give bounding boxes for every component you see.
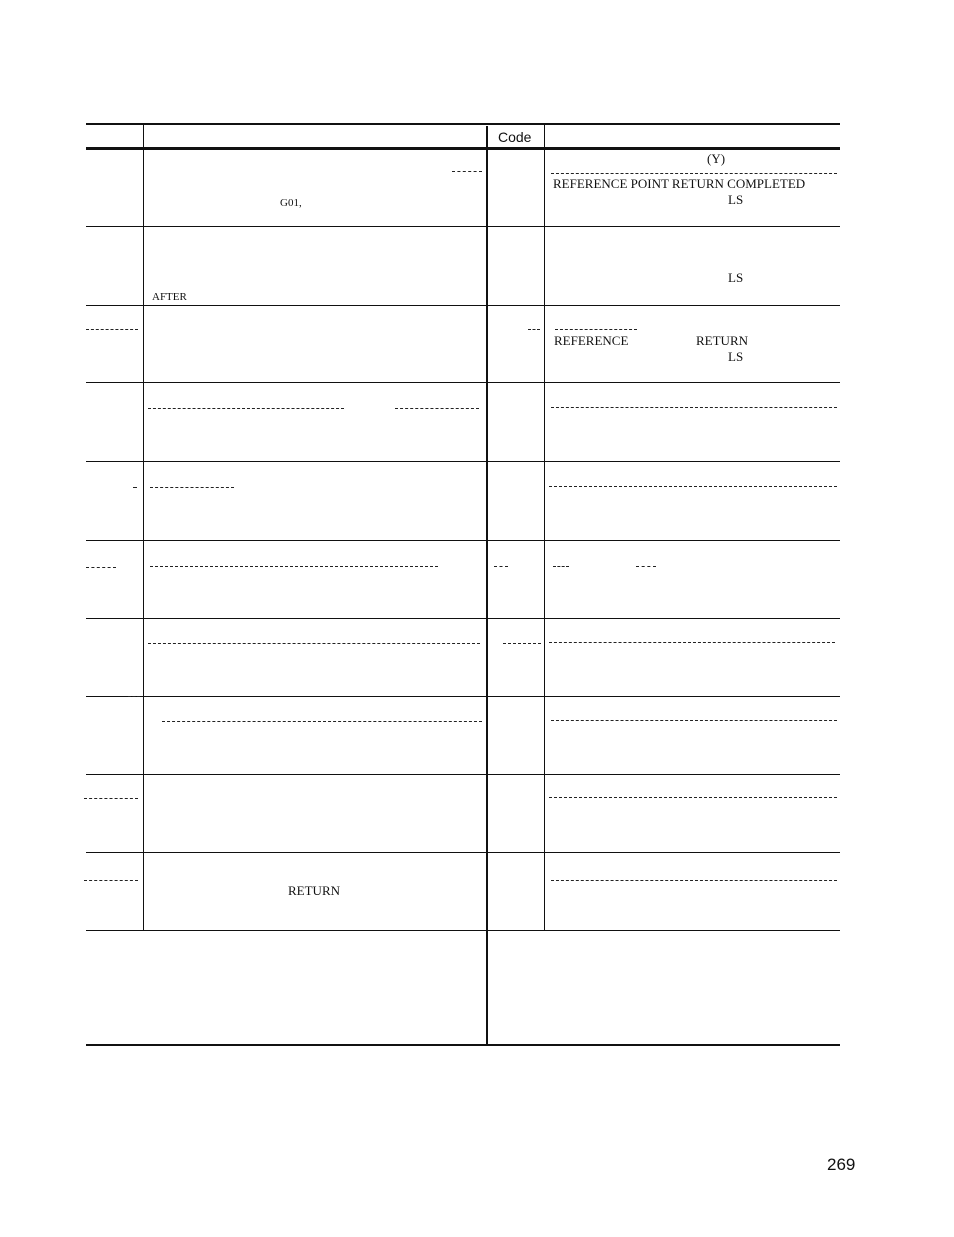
row1-col4-line2: REFERENCE POINT RETURN COMPLETED [553,176,806,191]
faded-text-row5-col2 [150,487,234,488]
faded-text-row6-col3 [494,566,508,567]
faded-text-row9-col1 [84,798,138,799]
table-bottom-rule [86,1044,840,1046]
faded-text-row8-col1 [128,696,140,697]
faded-text-row5-col1 [133,487,137,488]
faded-text-row6-col2 [150,566,438,567]
row3-col4-text-a: REFERENCE [554,333,629,348]
faded-text-row7-col2 [148,643,480,644]
table-header-rule [86,147,840,150]
row-separator-1 [86,226,840,227]
row1-col4-line1: (Y) [707,151,726,166]
faded-text-row3-col3 [528,329,540,330]
row1-col4-line3: LS [728,192,744,207]
row1-col2-text: G01, [280,197,302,209]
faded-text-row6-col4a [553,566,569,567]
faded-text-row6-col1 [86,567,116,568]
row-separator-6 [86,618,840,619]
faded-text-row4-col4 [551,407,837,408]
faded-text-row10-col4 [551,880,837,881]
page-number: 269 [827,1155,856,1174]
row-separator-5 [86,540,840,541]
faded-text-row10-col1 [84,880,138,881]
column-divider-1 [143,123,144,931]
table-top-rule [86,123,840,125]
column-header-code: Code [498,129,532,145]
faded-text-row3-col4 [555,329,637,330]
faded-text-row4-col2b [395,408,479,409]
row-separator-2 [86,305,840,306]
faded-text-row9-col4 [549,797,837,798]
row-separator-7 [86,696,840,697]
faded-text-row4-col2a [148,408,344,409]
row-separator-10 [86,930,840,931]
faded-text-row8-col2 [162,721,482,722]
row-separator-9 [86,852,840,853]
faded-text-row7-col4 [549,642,835,643]
row10-col2-text: RETURN [288,883,340,898]
row3-col4-text-c: LS [728,349,744,364]
faded-text-row1-col4 [551,173,837,174]
row2-col4-text: LS [728,270,744,285]
row-separator-3 [86,382,840,383]
row3-col4-text-b: RETURN [696,333,748,348]
faded-text-row3-col1 [86,329,138,330]
row2-col2-text: AFTER [152,291,187,303]
faded-text-row8-col4 [551,720,837,721]
faded-text-row5-col4 [549,486,837,487]
faded-text-row7-col3 [503,643,541,644]
faded-text-row6-col4b [636,566,656,567]
row-separator-4 [86,461,840,462]
faded-text-row1-col2 [452,171,482,172]
row-separator-8 [86,774,840,775]
column-divider-3 [544,123,545,931]
column-divider-2 [486,126,488,1046]
